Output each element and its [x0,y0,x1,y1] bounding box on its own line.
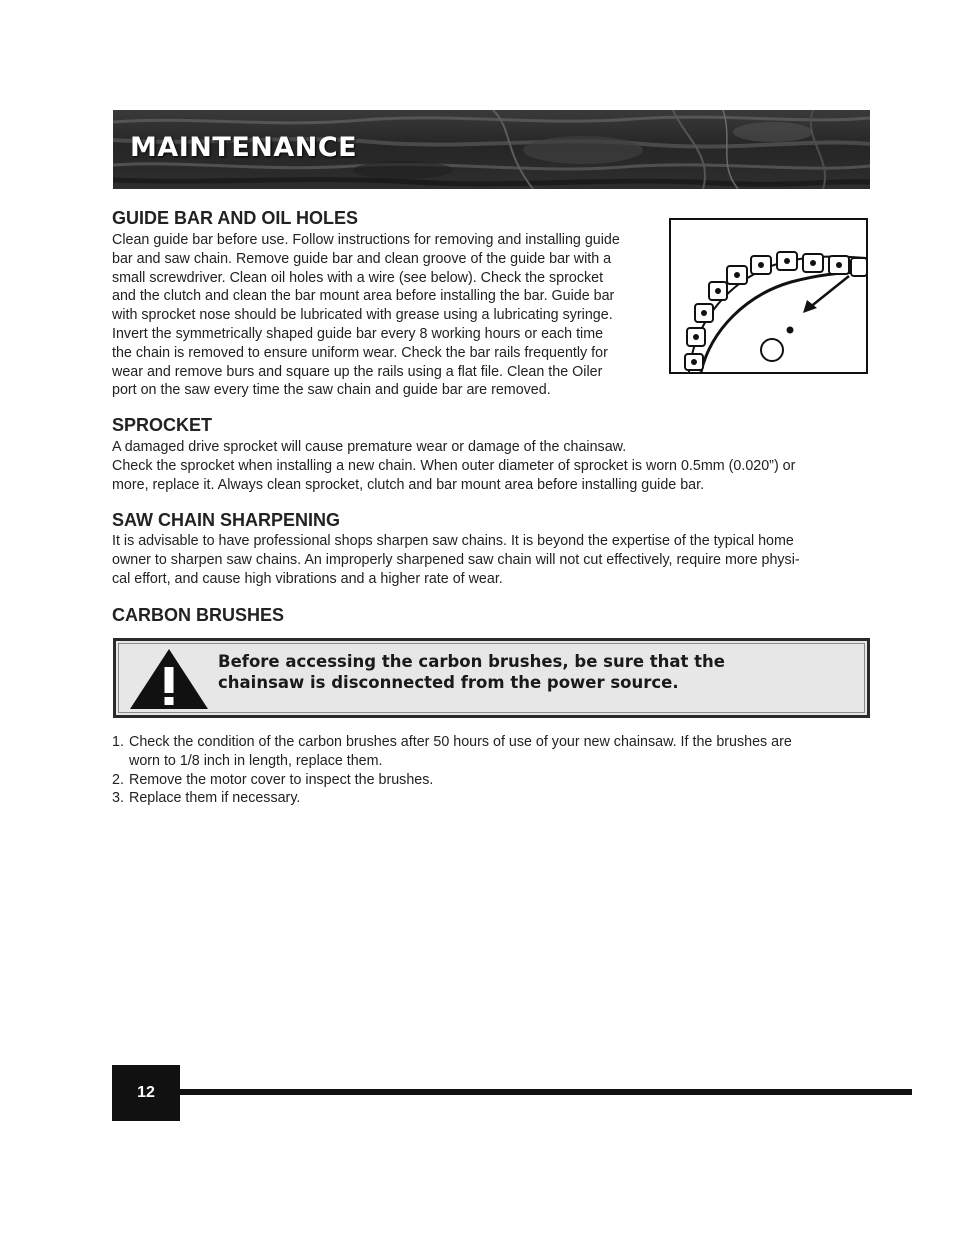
warning-text: Before accessing the carbon brushes, be sure that the chainsaw is disconnected from the power source. [218,652,725,692]
step-number: 2. [112,771,124,788]
sprocket-paragraph: A damaged drive sprocket will cause premature wear or damage of the chainsaw. Check the sprocket when installing a new chain. When outer diameter of sprocket is worn 0.5mm (0.020”) or more, replace it. Always clean sprocket, clutch and bar mount area before installing guide bar. [112,439,796,493]
guide-bar-heading: GUIDE BAR AND OIL HOLES [112,208,359,228]
step-number: 3. [112,790,124,807]
warning-box [113,638,870,718]
footer-rule [180,1089,912,1095]
guide-bar-paragraph: Clean guide bar before use. Follow instructions for removing and installing guide bar and saw chain. Remove guide bar and clean groove of the guide bar with a small screwdriver. Clean oil holes with a wire (see below). Check the sprocket and the clutch and clean the bar mount area before installing the bar. Guide bar with sprocket nose should be lubricated with grease using a lubricating syringe. Invert the symmetrically shaped guide bar every 8 working hours or each time the chain is removed to ensure uniform wear. Check the bar rails frequently for wear and remove burs and square up the rails using a flat file. Clean the Oiler port on the saw every time the saw chain and guide bar are removed. [112,232,620,399]
guide-bar-chain-illustration [669,218,868,374]
sprocket-heading: SPROCKET [112,415,213,435]
carbon-brushes-heading: CARBON BRUSHES [112,605,285,625]
carbon-brush-steps [112,733,872,808]
sharpening-paragraph: It is advisable to have professional shops sharpen saw chains. It is beyond the expertise of the typical home owner to sharpen saw chains. An improperly sharpened saw chain will not cut effectively, require more physi- cal effort, and cause high vibrations and a higher rate of wear. [112,533,800,587]
list-item: 2. Remove the motor cover to inspect the brushes. [112,771,434,788]
page-title: MAINTENANCE [130,132,358,163]
section-banner [113,110,870,189]
list-item: 1. Check the condition of the carbon brushes after 50 hours of use of your new chainsaw. If the brushes are worn to 1/8 inch in length, replace them. [112,734,792,769]
sharpening-heading: SAW CHAIN SHARPENING [112,510,341,530]
page-number: 12 [112,1065,180,1121]
list-item: 3. Replace them if necessary. [112,790,301,807]
step-number: 1. [112,734,124,750]
warning-triangle-icon [128,647,210,711]
